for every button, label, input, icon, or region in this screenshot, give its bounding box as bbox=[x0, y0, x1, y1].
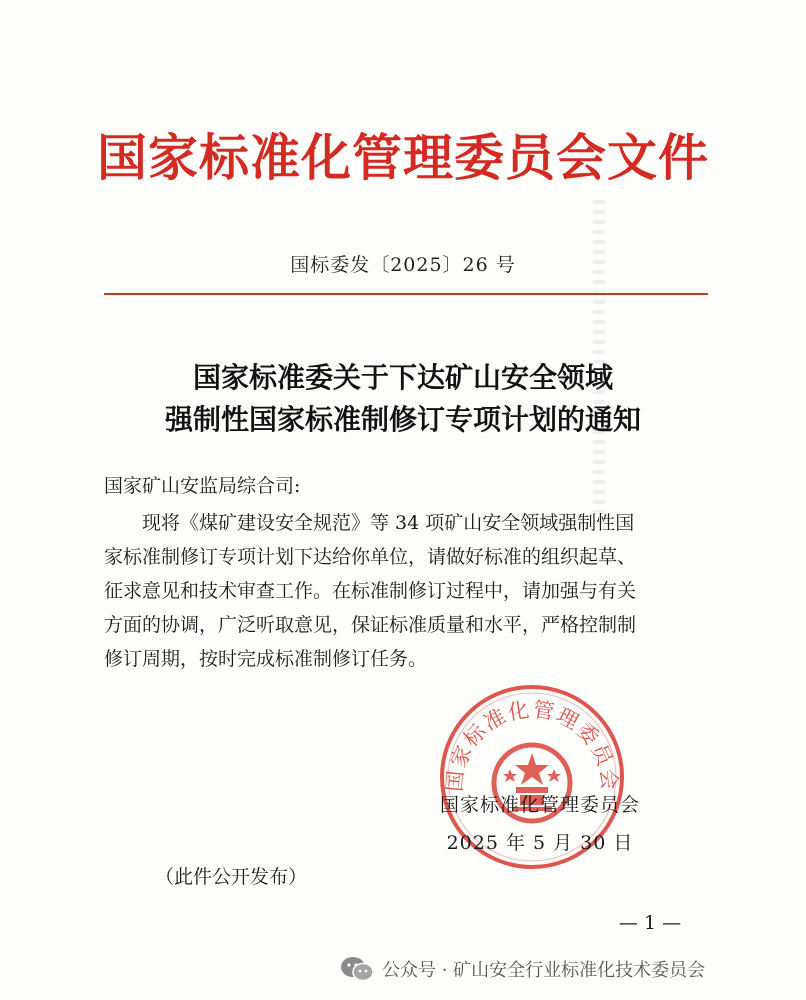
body-line: 修订周期，按时完成标准制修订任务。 bbox=[104, 648, 428, 670]
body-line: 家标准制修订专项计划下达给你单位，请做好标准的组织起草、 bbox=[104, 546, 637, 568]
body-line: 方面的协调，广泛听取意见，保证标准质量和水平，严格控制制 bbox=[104, 614, 637, 636]
notice-title-line-1: 国家标准委关于下达矿山安全领域 bbox=[192, 361, 613, 394]
document-number: 国标委发〔2025〕26 号 bbox=[290, 254, 516, 276]
wechat-icon bbox=[340, 956, 374, 982]
wechat-source-footer bbox=[330, 948, 800, 988]
release-note: （此件公开发布） bbox=[155, 866, 308, 888]
issuer-header-title: 国家标准化管理委员会文件 bbox=[97, 128, 709, 187]
notice-title-line-2: 强制性国家标准制修订专项计划的通知 bbox=[164, 403, 641, 436]
signature-organization: 国家标准化管理委员会 bbox=[439, 794, 640, 816]
signature-date: 2025 年 5 月 30 日 bbox=[446, 832, 634, 854]
body-line: 征求意见和技术审查工作。在标准制修订过程中，请加强与有关 bbox=[104, 580, 637, 602]
footer-account-text: 公众号 · 矿山安全行业标准化技术委员会 bbox=[382, 960, 706, 981]
salutation: 国家矿山安监局综合司: bbox=[104, 475, 301, 497]
body-line: 现将《煤矿建设安全规范》等 34 项矿山安全领域强制性国 bbox=[104, 512, 635, 534]
red-divider-line bbox=[104, 293, 708, 295]
svg-text:国家标准化管理委员会: 国家标准化管理委员会 bbox=[442, 697, 622, 793]
page-number: — 1 — bbox=[618, 912, 682, 934]
